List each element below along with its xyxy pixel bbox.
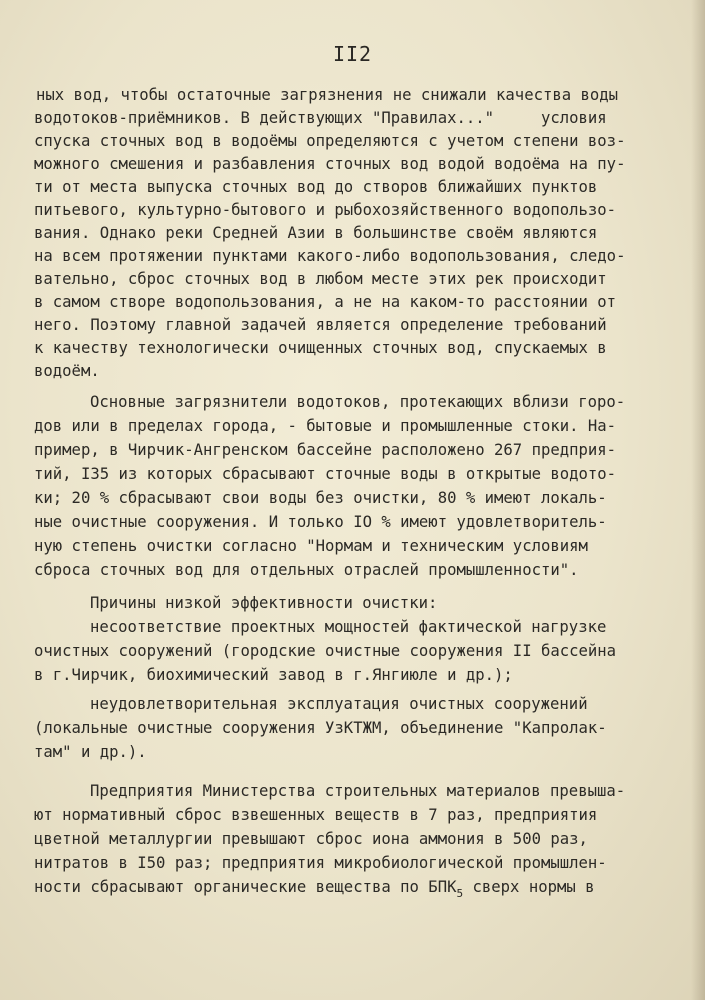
text-line: Причины низкой эффективности очистки: (90, 594, 438, 612)
text-line: можного смешения и разбавления сточных вод водой водоёма на пу- (34, 155, 626, 173)
text-line: несоответствие проектных мощностей фактической нагрузке (90, 618, 607, 636)
text-line: него. Поэтому главной задачей является определение требований (34, 316, 607, 334)
text-line: очистных сооружений (городские очистные сооружения II бассейна (34, 642, 617, 660)
text-line: на всем протяжении пунктами какого-либо водопользования, следо- (34, 247, 626, 265)
text-line: тий, I35 из которых сбрасывают сточные воды в открытые водото- (34, 465, 617, 483)
text-line-last (34, 876, 595, 900)
text-line: в г.Чирчик, биохимический завод в г.Янгиюле и др.); (34, 666, 513, 684)
text-line: Предприятия Министерства строительных материалов превыша- (90, 782, 626, 800)
text-segment: ности сбрасывают органические вещества по БПК (34, 878, 457, 896)
text-line: (локальные очистные сооружения УзКТЖМ, объединение "Капролак- (34, 719, 607, 737)
text-line: ки; 20 % сбрасывают свои воды без очистки, 80 % имеют локаль- (34, 489, 607, 507)
text-line: ных вод, чтобы остаточные загрязнения не снижали качества воды (36, 86, 619, 104)
text-line: вания. Однако реки Средней Азии в большинстве своём являются (34, 224, 598, 242)
text-line: пример, в Чирчик-Ангренском бассейне расположено 267 предприя- (34, 441, 617, 459)
text-line: дов или в пределах города, - бытовые и промышленные стоки. На- (34, 417, 617, 435)
text-line: ные очистные сооружения. И только IO % имеют удовлетворитель- (34, 513, 607, 531)
text-line: нитратов в I50 раз; предприятия микробиологической промышлен- (34, 854, 607, 872)
text-line: ную степень очистки согласно "Нормам и техническим условиям (34, 537, 588, 555)
text-line: питьевого, культурно-бытового и рыбохозяйственного водопользо- (34, 201, 617, 219)
text-line: вательно, сброс сточных вод в любом месте этих рек происходит (34, 270, 607, 288)
page-edge-shadow (691, 0, 705, 1000)
text-line: ют нормативный сброс взвешенных веществ в 7 раз, предприятия (34, 806, 598, 824)
text-line: водотоков-приёмников. В действующих "Правилах..." условия (34, 109, 607, 127)
bpk-subscript: 5 (456, 887, 464, 900)
text-line: в самом створе водопользования, а не на каком-то расстоянии от (34, 293, 617, 311)
text-line: водоём. (34, 362, 100, 380)
text-line: неудовлетворительная эксплуатация очистных сооружений (90, 695, 588, 713)
text-segment: сверх нормы в (463, 878, 595, 896)
text-line: Основные загрязнители водотоков, протекающих вблизи горо- (90, 393, 626, 411)
text-line: к качеству технологически очищенных сточных вод, спускаемых в (34, 339, 607, 357)
text-line: цветной металлургии превышают сброс иона аммония в 500 раз, (34, 830, 588, 848)
page-number: II2 (332, 42, 373, 66)
text-line: ти от места выпуска сточных вод до створов ближайших пунктов (34, 178, 598, 196)
text-line: спуска сточных вод в водоёмы определяются с учетом степени воз- (34, 132, 626, 150)
text-line: сброса сточных вод для отдельных отраслей промышленности". (34, 561, 579, 579)
text-line: там" и др.). (34, 743, 147, 761)
